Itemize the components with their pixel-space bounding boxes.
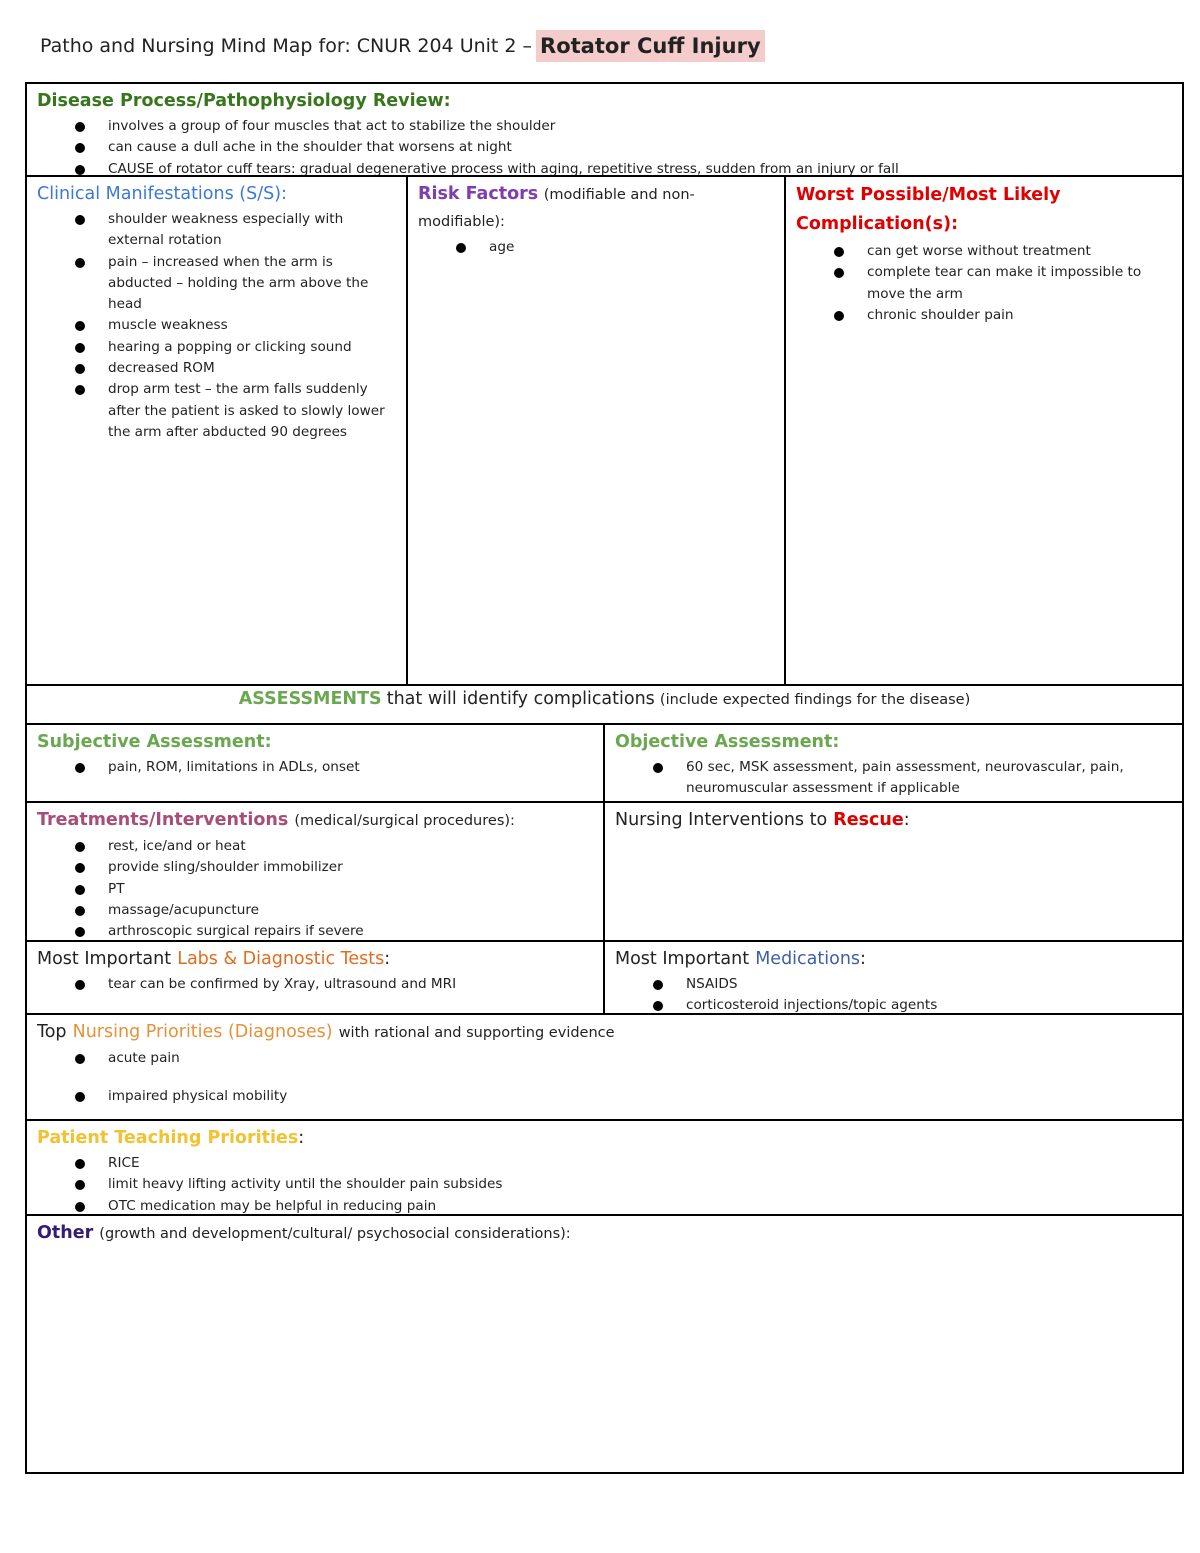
complications-section [786, 177, 1182, 684]
rescue-heading [615, 807, 1172, 833]
page-title [40, 30, 765, 62]
nursing-priorities-rest: with rational and supporting evidence [338, 1025, 615, 1041]
subjective-assessment-section [27, 725, 603, 801]
list-item: massage/acupuncture [37, 900, 593, 921]
rescue-keyword: Rescue [833, 810, 904, 830]
list-item: muscle weakness [37, 315, 388, 336]
list-item: provide sling/shoulder immobilizer [37, 857, 593, 878]
objective-assessment-list [615, 757, 1172, 800]
treatments-note: (medical/surgical procedures): [294, 813, 515, 829]
risk-factors-note: (modifiable and non-modifiable): [418, 187, 695, 230]
list-item: impaired physical mobility [37, 1086, 1172, 1107]
list-item: RICE [37, 1153, 1172, 1174]
list-item: PT [37, 879, 593, 900]
assessments-rest: that will identify complications [386, 689, 655, 709]
treatments-section [27, 803, 603, 940]
medications-keyword: Medications [755, 949, 861, 969]
disease-process-list [37, 116, 1172, 175]
risk-factors-heading [418, 181, 738, 235]
list-item: can cause a dull ache in the shoulder that worsens at night [37, 137, 1172, 158]
patient-teaching-suffix: : [298, 1128, 305, 1148]
objective-assessment-section [605, 725, 1182, 801]
table-border-bottom [25, 1472, 1184, 1474]
medications-prefix: Most Important [615, 949, 750, 969]
labs-keyword: Labs & Diagnostic Tests [177, 949, 385, 969]
subjective-assessment-list [37, 757, 593, 778]
labs-list [37, 974, 593, 995]
disease-process-section [27, 84, 1182, 175]
risk-factors-list [418, 237, 774, 258]
risk-factors-title: Risk Factors [418, 184, 539, 204]
objective-assessment-heading: Objective Assessment: [615, 732, 840, 752]
rescue-prefix: Nursing Interventions to [615, 810, 828, 830]
subjective-assessment-heading: Subjective Assessment: [37, 732, 272, 752]
assessments-note: (include expected findings for the disease) [659, 692, 971, 708]
medications-suffix: : [860, 949, 866, 969]
other-heading [37, 1220, 1172, 1247]
other-note: (growth and development/cultural/ psychosocial considerations): [99, 1226, 571, 1242]
disease-process-heading: Disease Process/Pathophysiology Review: [37, 91, 451, 111]
list-item: corticosteroid injections/topic agents [615, 995, 1172, 1013]
list-item: decreased ROM [37, 358, 388, 379]
list-item: tear can be confirmed by Xray, ultrasound and MRI [37, 974, 593, 995]
labs-prefix: Most Important [37, 949, 172, 969]
list-item: NSAIDS [615, 974, 1172, 995]
list-item: complete tear can make it impossible to move the arm [796, 262, 1162, 305]
list-item: CAUSE of rotator cuff tears: gradual degenerative process with aging, repetitive stress, sudden from an injury or fall [37, 159, 1172, 175]
list-item: pain, ROM, limitations in ADLs, onset [37, 757, 593, 778]
list-item: limit heavy lifting activity until the shoulder pain subsides [37, 1174, 1172, 1195]
nursing-priorities-prefix: Top [37, 1022, 67, 1042]
patient-teaching-section [27, 1121, 1182, 1214]
list-item: age [418, 237, 774, 258]
rescue-suffix: : [903, 810, 910, 830]
list-item: acute pain [37, 1048, 1172, 1069]
patient-teaching-heading [37, 1125, 1172, 1151]
list-item: involves a group of four muscles that act to stabilize the shoulder [37, 116, 1172, 137]
title-prefix: Patho and Nursing Mind Map for: CNUR 204 Unit 2 – [40, 35, 533, 57]
complications-heading: Worst Possible/Most Likely Complication(s): [796, 185, 1061, 234]
patient-teaching-list [37, 1153, 1172, 1214]
clinical-manifestations-list [37, 209, 396, 443]
risk-factors-section [408, 177, 784, 684]
nursing-priorities-keyword: Nursing Priorities (Diagnoses) [72, 1022, 333, 1042]
treatments-title: Treatments/Interventions [37, 810, 289, 830]
list-item: pain – increased when the arm is abducted – holding the arm above the head [37, 252, 388, 316]
medications-heading [615, 946, 1172, 972]
list-item: shoulder weakness especially with external rotation [37, 209, 388, 252]
complications-list [796, 241, 1172, 326]
title-topic: Rotator Cuff Injury [536, 30, 765, 62]
list-item: arthroscopic surgical repairs if severe [37, 921, 593, 940]
other-section [27, 1216, 1182, 1472]
treatments-list [37, 836, 593, 940]
medications-section [605, 942, 1182, 1013]
rescue-section [605, 803, 1182, 940]
list-item: chronic shoulder pain [796, 305, 1162, 326]
labs-section [27, 942, 603, 1013]
list-item: can get worse without treatment [796, 241, 1162, 262]
clinical-manifestations-heading: Clinical Manifestations (S/S): [37, 184, 287, 204]
clinical-manifestations-section [27, 177, 406, 684]
assessments-banner [27, 686, 1182, 723]
labs-suffix: : [384, 949, 391, 969]
other-keyword: Other [37, 1223, 94, 1243]
list-item: rest, ice/and or heat [37, 836, 593, 857]
treatments-heading [37, 807, 593, 834]
medications-list [615, 974, 1172, 1013]
list-item: drop arm test – the arm falls suddenly after the patient is asked to slowly lower the arm after abducted 90 degrees [37, 379, 388, 443]
nursing-priorities-list [37, 1048, 1172, 1108]
nursing-priorities-heading [37, 1019, 1172, 1046]
list-item: 60 sec, MSK assessment, pain assessment, neurovascular, pain, neuromuscular assessment if applicable [615, 757, 1142, 800]
labs-heading [37, 946, 593, 972]
table-border-right [1182, 82, 1184, 1474]
patient-teaching-keyword: Patient Teaching Priorities [37, 1128, 299, 1148]
assessments-keyword: ASSESSMENTS [238, 689, 382, 709]
list-item: hearing a popping or clicking sound [37, 337, 388, 358]
nursing-priorities-section [27, 1015, 1182, 1119]
list-item: OTC medication may be helpful in reducing pain [37, 1196, 1172, 1214]
